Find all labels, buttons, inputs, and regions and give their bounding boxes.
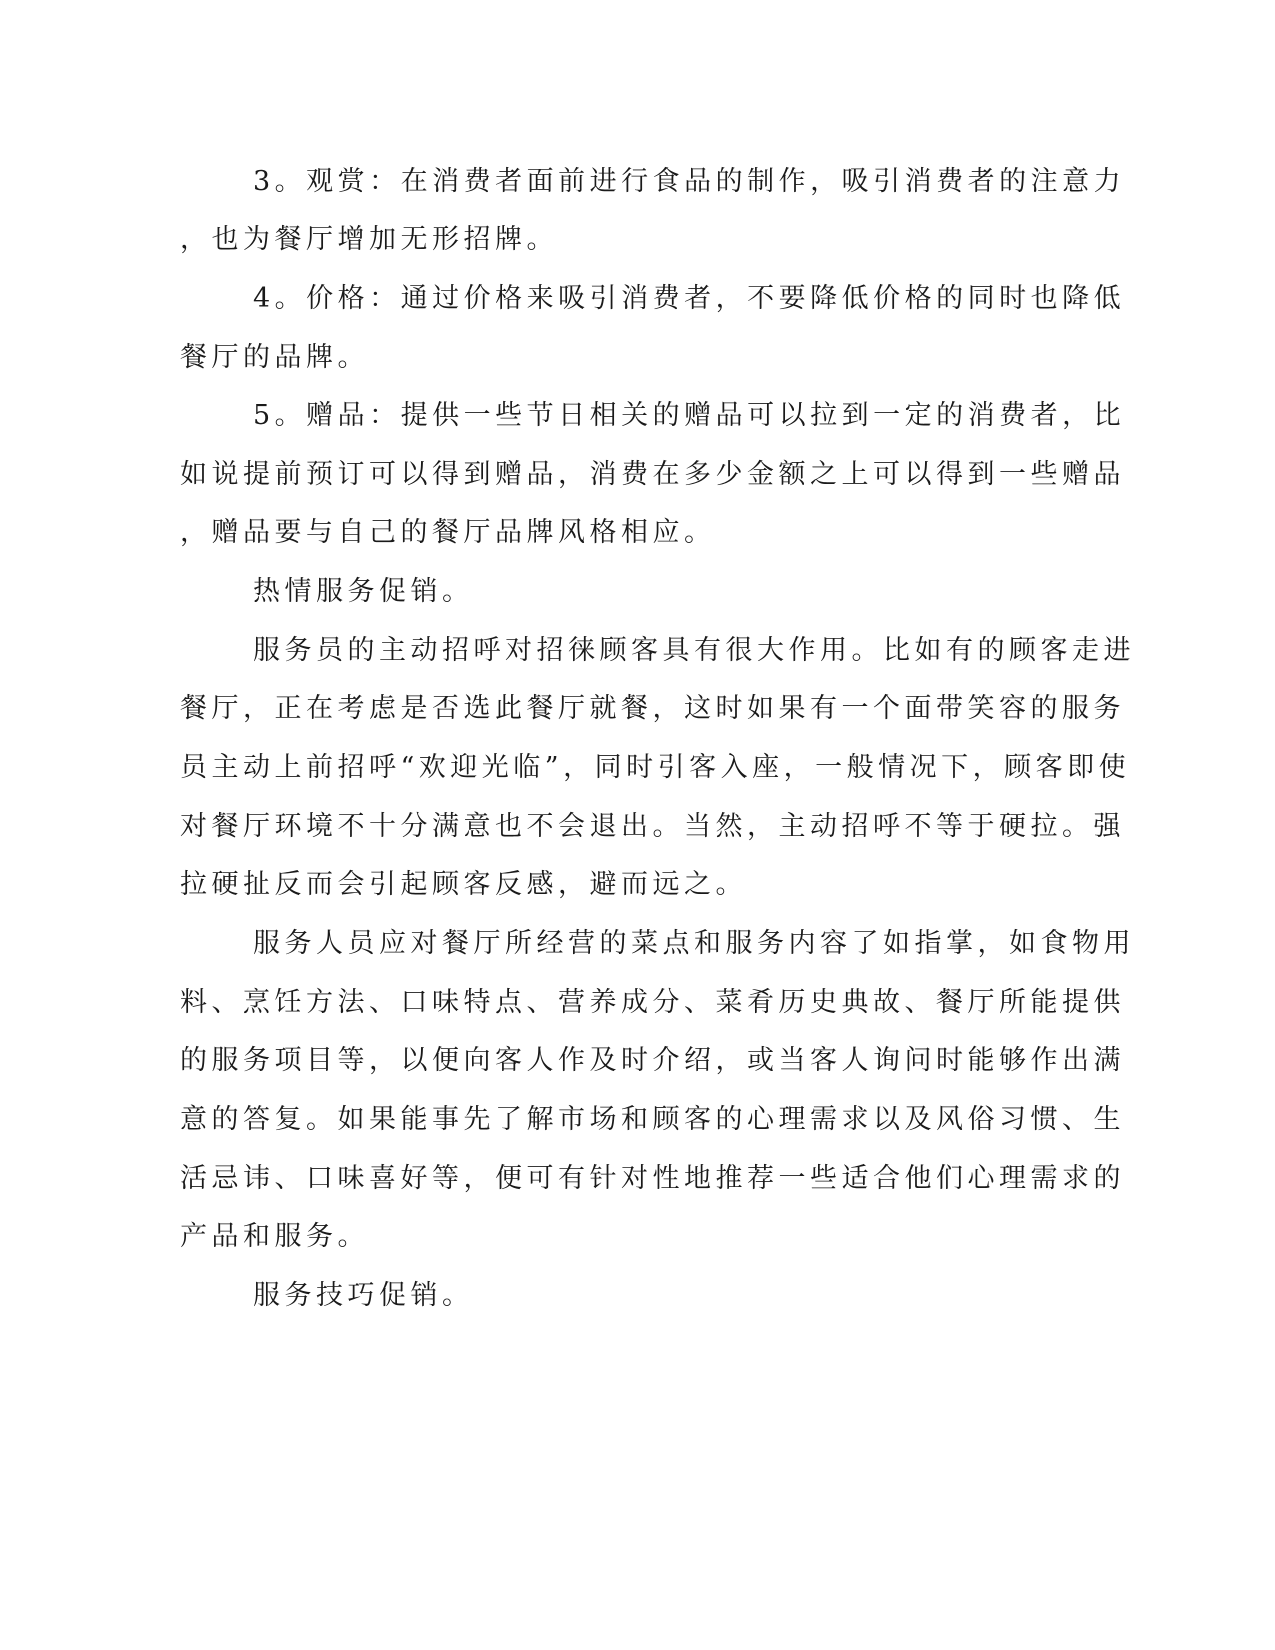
text-line-18: 活忌讳、口味喜好等，便可有针对性地推荐一些适合他们心理需求的 bbox=[180, 1163, 1125, 1194]
text-line-7: ，赠品要与自己的餐厅品牌风格相应。 bbox=[180, 517, 716, 548]
text-line-3: 4。价格：通过价格来吸引消费者，不要降低价格的同时也降低 bbox=[253, 283, 1126, 314]
text-line-5: 5。赠品：提供一些节日相关的赠品可以拉到一定的消费者，比 bbox=[253, 400, 1126, 431]
text-line-14: 服务人员应对餐厅所经营的菜点和服务内容了如指掌，如食物用 bbox=[253, 928, 1135, 959]
text-line-13: 拉硬扯反而会引起顾客反感，避而远之。 bbox=[180, 869, 747, 900]
section-heading-service-skills: 服务技巧促销。 bbox=[253, 1280, 474, 1311]
text-line-1: 3。观赏：在消费者面前进行食品的制作，吸引消费者的注意力 bbox=[253, 166, 1126, 197]
text-line-11: 员主动上前招呼“欢迎光临”，同时引客入座，一般情况下，顾客即使 bbox=[180, 752, 1131, 783]
text-line-16: 的服务项目等，以便向客人作及时介绍，或当客人询问时能够作出满 bbox=[180, 1045, 1125, 1076]
text-line-2: ，也为餐厅增加无形招牌。 bbox=[180, 224, 558, 255]
text-line-12: 对餐厅环境不十分满意也不会退出。当然，主动招呼不等于硬拉。强 bbox=[180, 811, 1125, 842]
text-line-4: 餐厅的品牌。 bbox=[180, 342, 369, 373]
text-line-17: 意的答复。如果能事先了解市场和顾客的心理需求以及风俗习惯、生 bbox=[180, 1104, 1125, 1135]
text-line-15: 料、烹饪方法、口味特点、营养成分、菜肴历史典故、餐厅所能提供 bbox=[180, 987, 1125, 1018]
section-heading-enthusiastic-service: 热情服务促销。 bbox=[253, 576, 474, 607]
text-line-10: 餐厅，正在考虑是否选此餐厅就餐，这时如果有一个面带笑容的服务 bbox=[180, 693, 1125, 724]
text-line-6: 如说提前预订可以得到赠品，消费在多少金额之上可以得到一些赠品 bbox=[180, 459, 1125, 490]
text-line-9: 服务员的主动招呼对招徕顾客具有很大作用。比如有的顾客走进 bbox=[253, 635, 1135, 666]
text-line-19: 产品和服务。 bbox=[180, 1221, 369, 1252]
